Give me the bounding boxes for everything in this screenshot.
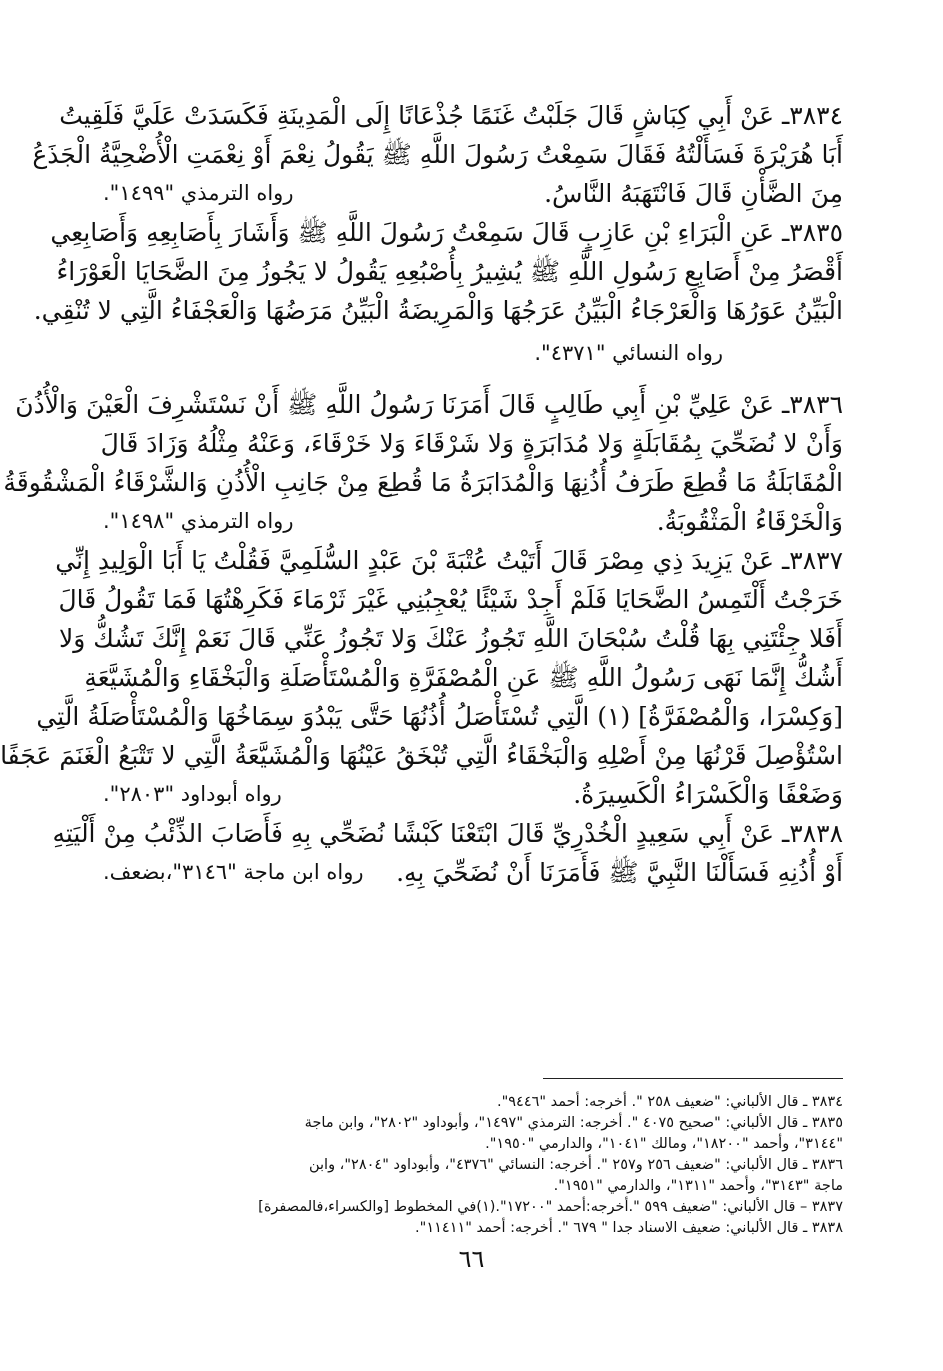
hadith-3834 xyxy=(32,96,843,213)
text-line: ٣٨٣٨ـ عَنْ أَبِي سَعِيدٍ الْخُدْرِيِّ قَالَ ابْتَعْنَا كَبْشًا نُضَحِّي بِهِ فَأَصَابَ الذِّئْبُ مِنْ أَلْيَتِهِ xyxy=(52,819,843,848)
reference-line xyxy=(103,332,843,371)
hadith-3835 xyxy=(33,213,843,371)
reference: رواه الترمذي "١٤٩٨". xyxy=(103,509,294,533)
footnote-line: ٣٨٣٧ – قال الألباني: "ضعيف ٥٩٩ ".أخرجه:أحمد "١٧٢٠٠".(١)في المخطوط [والكسراء،فالمصفرة] xyxy=(258,1199,843,1215)
text-line: ٣٨٣٥ـ عَنِ الْبَرَاءِ بْنِ عَازِبٍ قَالَ سَمِعْتُ رَسُولَ اللَّهِ ﷺ وَأَشَارَ بِأَصَابِعِهِ وَأَصَابِعِي xyxy=(50,218,843,247)
hadith-3838 xyxy=(52,814,843,892)
main-text xyxy=(0,96,843,892)
hadith-3837 xyxy=(0,541,843,814)
text-line: خَرَجْتُ أَلْتَمِسُ الضَّحَايَا فَلَمْ أَجِدْ شَيْئًا يُعْجِبُنِي غَيْرَ ثَرْمَاءَ فَكَرِهْتُهَا فَمَا تَقُولُ قَالَ xyxy=(58,585,843,614)
footnote-line: ٣٨٣٨ ـ قال الألباني: ضعيف الاسناد جدا " ٦٧٩ ". أخرجه: أحمد "١١٤١١". xyxy=(415,1220,843,1236)
text-line-with-reference xyxy=(103,853,843,892)
text-line-with-reference xyxy=(103,174,843,213)
text-line: أَبَا هُرَيْرَةَ فَسَأَلْتُهُ فَقَالَ سَمِعْتُ رَسُولَ اللَّهِ ﷺ يَقُولُ نِعْمَ أَوْ نِعْمَتِ الْأُضْحِيَّةُ الْجَذَعُ xyxy=(32,140,843,169)
reference: رواه ابن ماجة "٣١٤٦"،بضعف. xyxy=(103,860,364,884)
text-line: أَوْ أُذُنِهِ فَسَأَلْنَا النَّبِيَّ ﷺ فَأَمَرَنَا أَنْ نُضَحِّيَ بِهِ. xyxy=(396,858,843,887)
text-line: اسْتُؤْصِلَ قَرْنُهَا مِنْ أَصْلِهِ وَالْبَخْقَاءُ الَّتِي تُبْخَقُ عَيْنُهَا وَالْمُشَيَّعَةُ الَّتِي لا تَتْبَعُ الْغَنَمَ عَجَفًا xyxy=(0,741,843,770)
text-line-with-reference xyxy=(103,775,843,814)
text-line: الْمُقَابَلَةُ مَا قُطِعَ طَرَفُ أُذُنِهَا وَالْمُدَابَرَةُ مَا قُطِعَ مِنْ جَانِبِ الْأُذُنِ وَالشَّرْقَاءُ الْمَشْقُوقَةُ xyxy=(3,468,843,497)
footnote-line: ماجة "٣١٤٣"، وأحمد "١٣١١"، والدارمي "١٩٥١". xyxy=(553,1178,843,1194)
text-line: أَفَلا جِئْتَنِي بِهَا قُلْتُ سُبْحَانَ اللَّهِ تَجُوزُ عَنْكَ وَلا تَجُوزُ عَنِّي قَالَ نَعَمْ إِنَّكَ تَشُكُّ وَلا xyxy=(58,624,843,653)
footnote-line: ٣٨٣٥ ـ قال الألباني: "صحيح ٤٠٧٥ ". أخرجه: الترمذي "١٤٩٧"، وأبوداود "٢٨٠٢"، وابن ماجة xyxy=(304,1115,843,1131)
text-line: ٣٨٣٤ـ عَنْ أَبِي كِبَاشٍ قَالَ جَلَبْتُ غَنَمًا جُذْعَانًا إِلَى الْمَدِينَةِ فَكَسَدَتْ عَلَيَّ فَلَقِيتُ xyxy=(59,101,843,130)
footnote-divider xyxy=(543,1078,843,1079)
page-number: ٦٦ xyxy=(458,1245,485,1273)
text-line: وَالْخَرْقَاءُ الْمَثْقُوبَةُ. xyxy=(656,507,843,536)
text-line: مِنَ الضَّأْنِ قَالَ فَانْتَهَبَهُ النَّاسُ. xyxy=(544,179,843,208)
text-line: أَقْصَرُ مِنْ أَصَابِعِ رَسُولِ اللَّهِ ﷺ يُشِيرُ بِأُصْبُعِهِ يَقُولُ لا يَجُوزُ مِنَ الضَّحَايَا الْعَوْرَاءُ xyxy=(56,257,843,286)
footnote-line: ٣٨٣٤ ـ قال الألباني: "ضعيف ٢٥٨ ". أخرجه: أحمد "٩٤٤٦". xyxy=(496,1094,843,1110)
text-line: وَضَعْفًا وَالْكَسْرَاءُ الْكَسِيرَةُ. xyxy=(573,780,843,809)
footnotes xyxy=(103,1092,843,1239)
text-line: الْبَيِّنُ عَوَرُهَا وَالْعَرْجَاءُ الْبَيِّنُ عَرَجُهَا وَالْمَرِيضَةُ الْبَيِّنُ مَرَضُهَا وَالْعَجْفَاءُ الَّتِي لا تُنْقِي. xyxy=(33,296,843,325)
text-line-with-reference xyxy=(103,502,843,541)
text-line: وَأَنْ لا نُضَحِّيَ بِمُقَابَلَةٍ وَلا مُدَابَرَةٍ وَلا شَرْقَاءَ وَلا خَرْقَاءَ، وَعَنْهُ مِثْلُهُ وَزَادَ قَالَ xyxy=(100,429,843,458)
text-line: ٣٨٣٦ـ عَنْ عَلِيِّ بْنِ أَبِي طَالِبٍ قَالَ أَمَرَنَا رَسُولُ اللَّهِ ﷺ أَنْ نَسْتَشْرِفَ الْعَيْنَ وَالْأُذُنَ xyxy=(15,390,843,419)
text-line: أَشُكُّ إِنَّمَا نَهَى رَسُولُ اللَّهِ ﷺ عَنِ الْمُصْفَرَّةِ وَالْمُسْتَأْصَلَةِ وَالْبَخْقَاءِ وَالْمُشَيَّعَةِ xyxy=(84,663,843,692)
reference: رواه الترمذي "١٤٩٩". xyxy=(103,181,294,205)
reference: رواه أبوداود "٢٨٠٣". xyxy=(103,782,282,806)
text-line: [وَكِسْرَا، وَالْمُصْفَرَّةُ] (١) الَّتِي تُسْتَأْصَلُ أُذُنُهَا حَتَّى يَبْدُوَ سِمَاخُهَا وَالْمُسْتَأْصَلَةُ الَّتِي xyxy=(36,702,843,731)
footnote-line: ٣٨٣٦ ـ قال الألباني: "ضعيف ٢٥٦ و٢٥٧ ". أخرجه: النسائي "٤٣٧٦"، وأبوداود "٢٨٠٤"، وابن xyxy=(308,1157,843,1173)
reference: رواه النسائي "٤٣٧١". xyxy=(534,341,723,365)
footnote-line: "٣١٤٤"، وأحمد "١٨٢٠٠"، ومالك "١٠٤١"، والدارمي "١٩٥٠". xyxy=(485,1136,843,1152)
hadith-3836 xyxy=(3,385,843,541)
text-line: ٣٨٣٧ـ عَنْ يَزِيدَ ذِي مِصْرَ قَالَ أَتَيْتُ عُتْبَةَ بْنَ عَبْدٍ السُّلَمِيَّ فَقُلْتُ يَا أَبَا الْوَلِيدِ إِنِّي xyxy=(55,546,843,575)
